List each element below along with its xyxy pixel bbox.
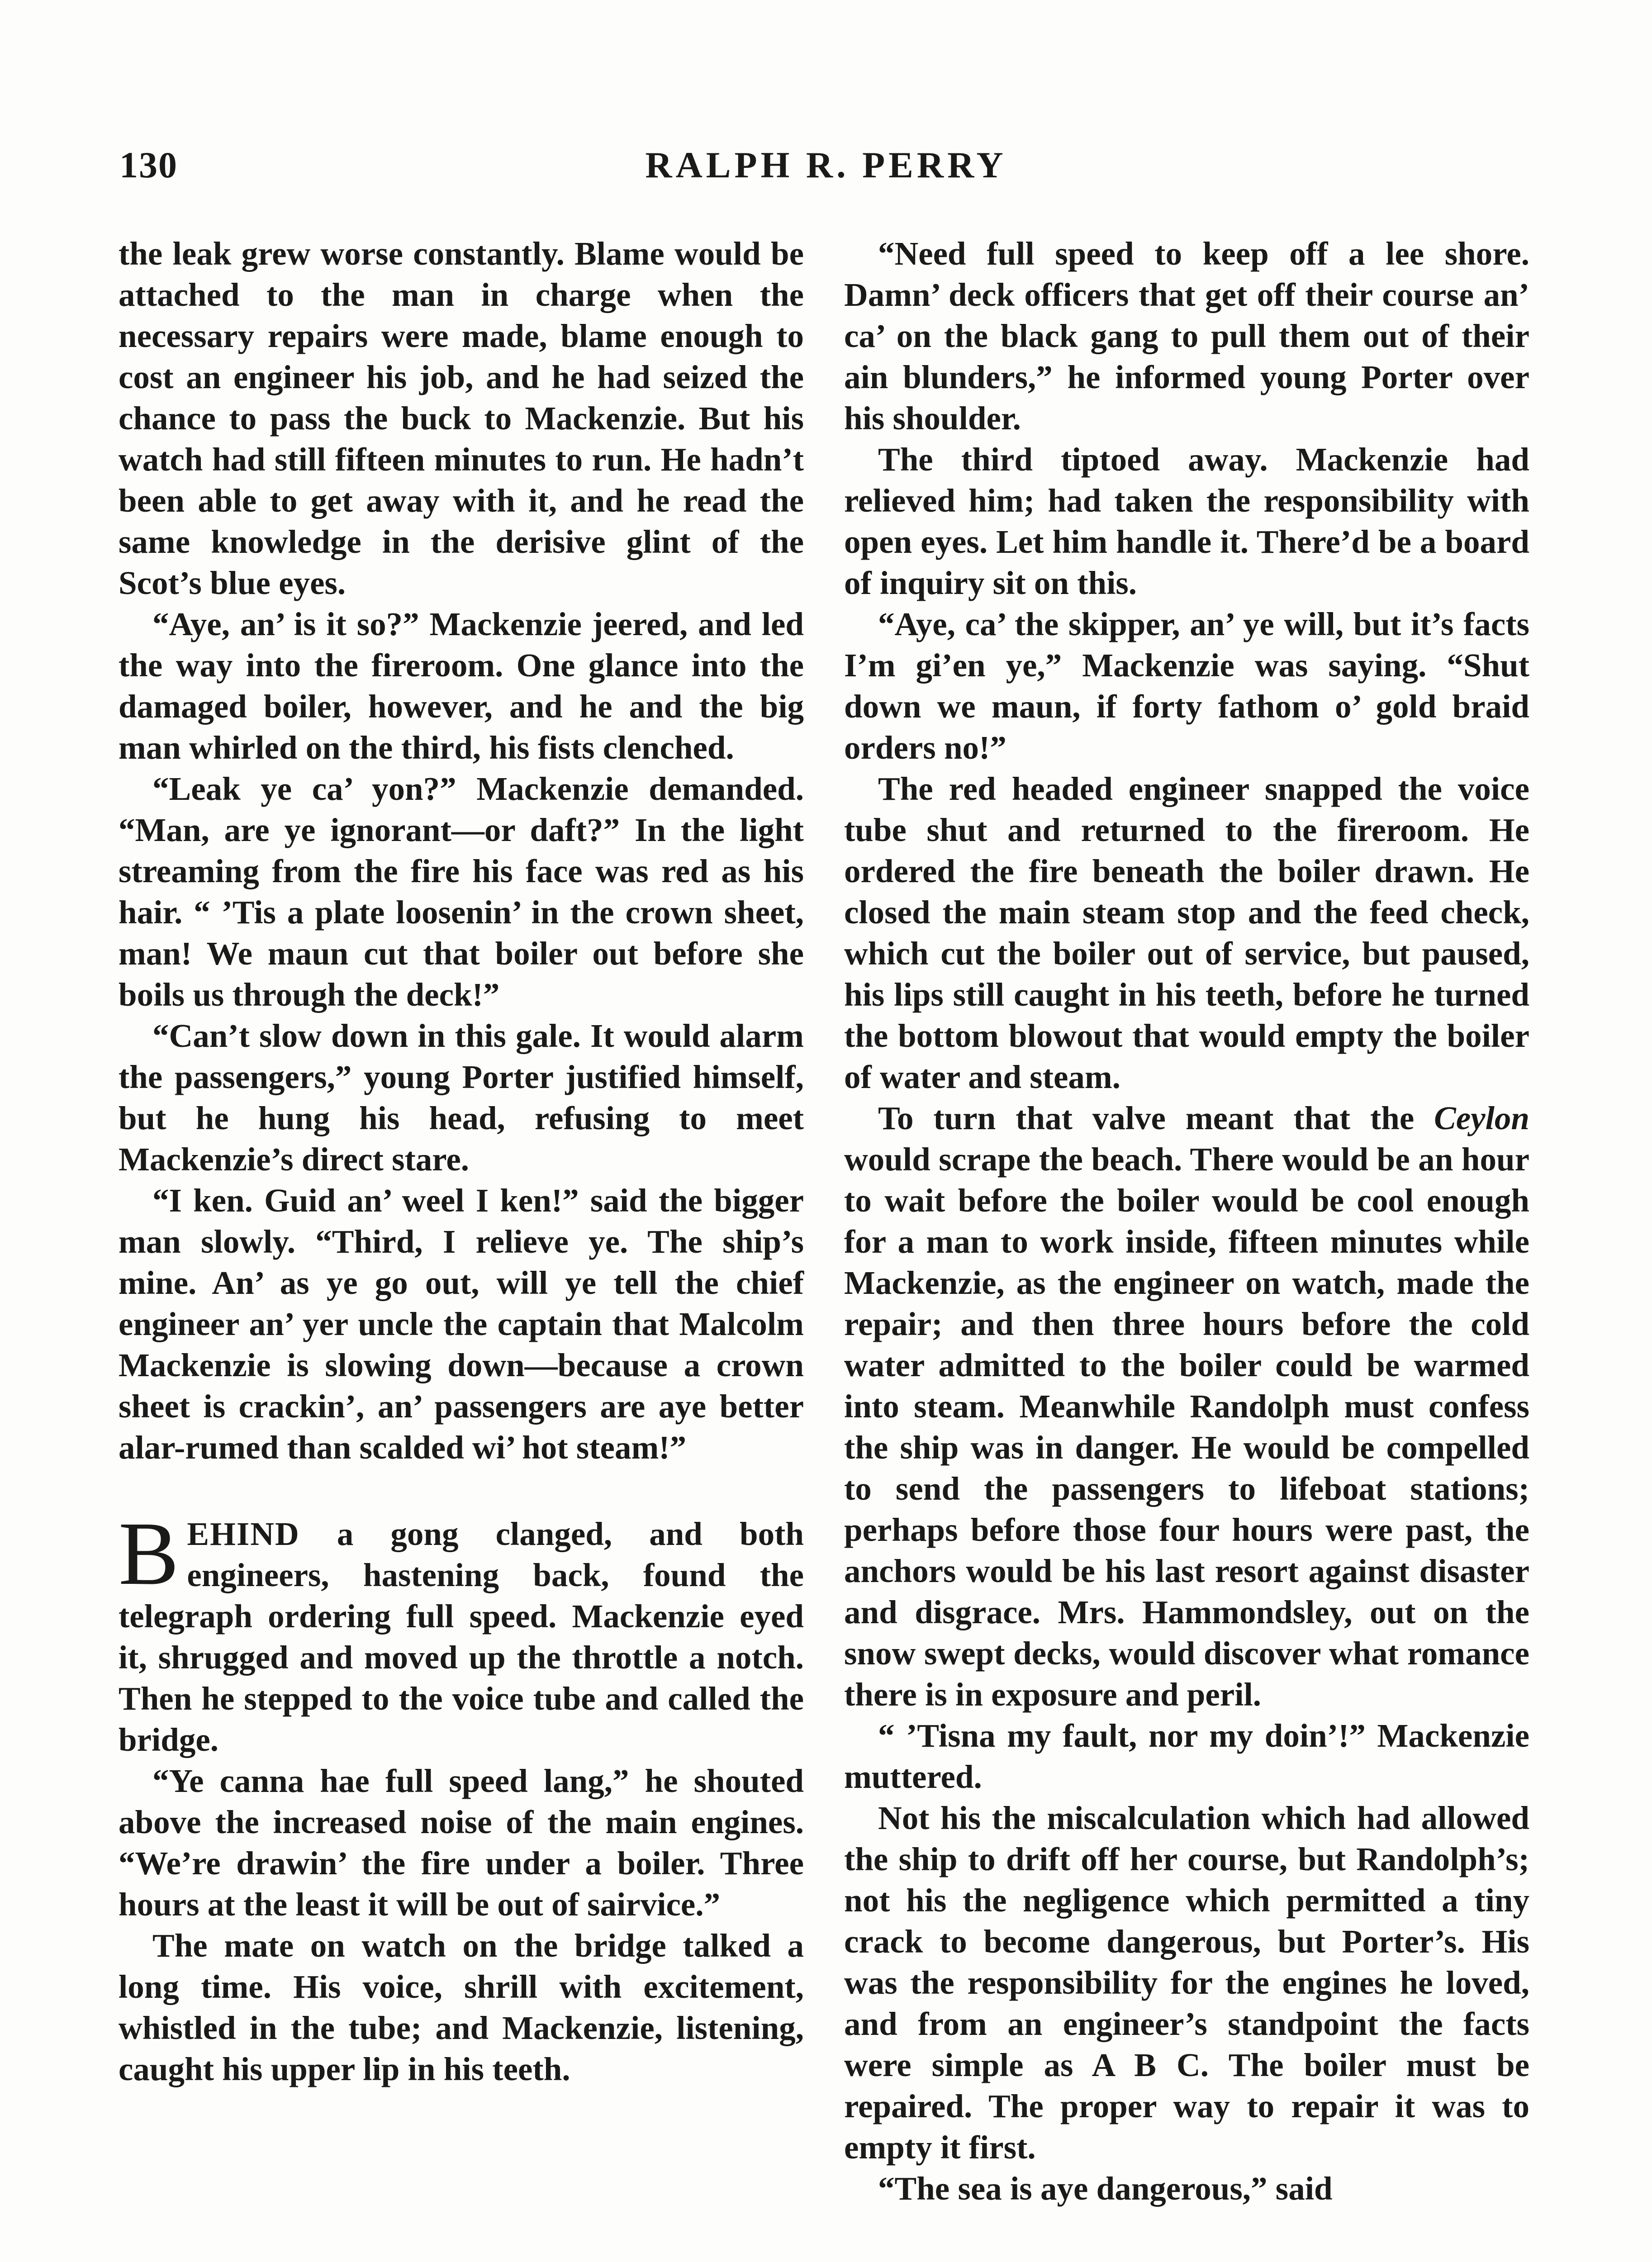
- paragraph: “The sea is aye dangerous,” said: [878, 2170, 1333, 2207]
- paragraph: “Can’t slow down in this gale. It would alarm the passengers,” young Porter justified himself, but he hung his head, refusing to meet Mackenzie’s direct stare.: [119, 1017, 804, 1178]
- right-column: [844, 233, 1529, 2209]
- paragraph: “Aye, ca’ the skipper, an’ ye will, but it’s facts I’m gi’en ye,” Mackenzie was saying. “Shut down we maun, if forty fathom o’ gold braid orders no!”: [844, 606, 1529, 766]
- paragraph: The red headed engineer snapped the voice tube shut and returned to the fireroom. He ordered the fire beneath the boiler drawn. He closed the main steam stop and the feed check, which cut the boiler out of service, but paused, his lips still caught in his teeth, before he turned the bottom blowout that would empty the boiler of water and steam.: [844, 770, 1529, 1095]
- paragraph: “Aye, an’ is it so?” Mackenzie jeered, and led the way into the fireroom. One glance into the damaged boiler, however, and he and the big man whirled on the third, his fists clenched.: [119, 606, 804, 766]
- text-run: would scrape the beach. There would be an hour to wait before the boiler would be cool enough for a man to work inside, fifteen minutes while Mackenzie, as the engineer on watch, made the repair; and then three hours before the cold water admitted to the boiler could be warmed into steam. Meanwhile Randolph must confess the ship was in danger. He would be compelled to send the passengers to lifeboat stations; perhaps before those four hours were past, the anchors would be his last resort against disaster and disgrace. Mrs. Hammondsley, out on the snow swept decks, would discover what romance there is in exposure and peril.: [844, 1141, 1529, 1713]
- section-opening-paragraph: [119, 1504, 804, 1760]
- page-number: 130: [119, 144, 178, 185]
- paragraph: Not his the miscalculation which had allowed the ship to drift off her course, but Randolph’s; not his the negligence which permitted a tiny crack to become dangerous, but Porter’s. His was the responsibility for the engines he loved, and from an engineer’s standpoint the facts were simple as A B C. The boiler must be repaired. The proper way to repair it was to empty it first.: [844, 1800, 1529, 2166]
- opening-word: EHIND: [187, 1516, 300, 1552]
- paragraph: The mate on watch on the bridge talked a long time. His voice, shrill with excitement, whistled in the tube; and Mackenzie, listening, caught his upper lip in his teeth.: [119, 1927, 804, 2087]
- paragraph: “Ye canna hae full speed lang,” he shouted above the increased noise of the main engines. “We’re drawin’ the fire under a boiler. Three hours at the least it will be out of sairvice.”: [119, 1763, 804, 1923]
- paragraph: The third tiptoed away. Mackenzie had relieved him; had taken the responsibility with open eyes. Let him handle it. There’d be a board of inquiry sit on this.: [844, 441, 1529, 601]
- paragraph: [844, 1098, 1529, 1715]
- paragraph: “ ’Tisna my fault, nor my doin’!” Mackenzie muttered.: [844, 1717, 1529, 1795]
- paragraph: “Leak ye ca’ yon?” Mackenzie demanded. “Man, are ye ignorant—or daft?” In the light streaming from the fire his face was red as his hair. “ ’Tis a plate loosenin’ in the crown sheet, man! We maun cut that boiler out before she boils us through the deck!”: [119, 770, 804, 1013]
- paragraph: “I ken. Guid an’ weel I ken!” said the bigger man slowly. “Third, I relieve ye. The ship’s mine. An’ as ye go out, will ye tell the chief engineer an’ yer uncle the captain that Malcolm Mackenzie is slowing down—because a crown sheet is crackin’, an’ passengers are aye better alar-rumed than scalded wi’ hot steam!”: [119, 1182, 804, 1466]
- opening-text: a gong clanged, and both engineers, hastening back, found the telegraph ordering full speed. Mackenzie eyed it, shrugged and moved up the throttle a notch. Then he stepped to the voice tube and called the bridge.: [119, 1516, 804, 1758]
- ship-name: Ceylon: [1434, 1100, 1529, 1136]
- paragraph: “Need full speed to keep off a lee shore. Damn’ deck officers that get off their course an’ ca’ on the black gang to pull them out of their ain blunders,” he informed young Porter over his shoulder.: [844, 235, 1529, 437]
- running-head: RALPH R. PERRY: [645, 144, 1007, 185]
- paragraph: the leak grew worse constantly. Blame would be attached to the man in charge when the necessary repairs were made, blame enough to cost an engineer his job, and he had seized the chance to pass the buck to Mackenzie. But his watch had still fifteen minutes to run. He hadn’t been able to get away with it, and he read the same knowledge in the derisive glint of the Scot’s blue eyes.: [119, 235, 804, 601]
- left-column: [119, 233, 804, 2090]
- drop-cap: B: [119, 1504, 179, 1604]
- text-run: To turn that valve meant that the: [878, 1100, 1434, 1136]
